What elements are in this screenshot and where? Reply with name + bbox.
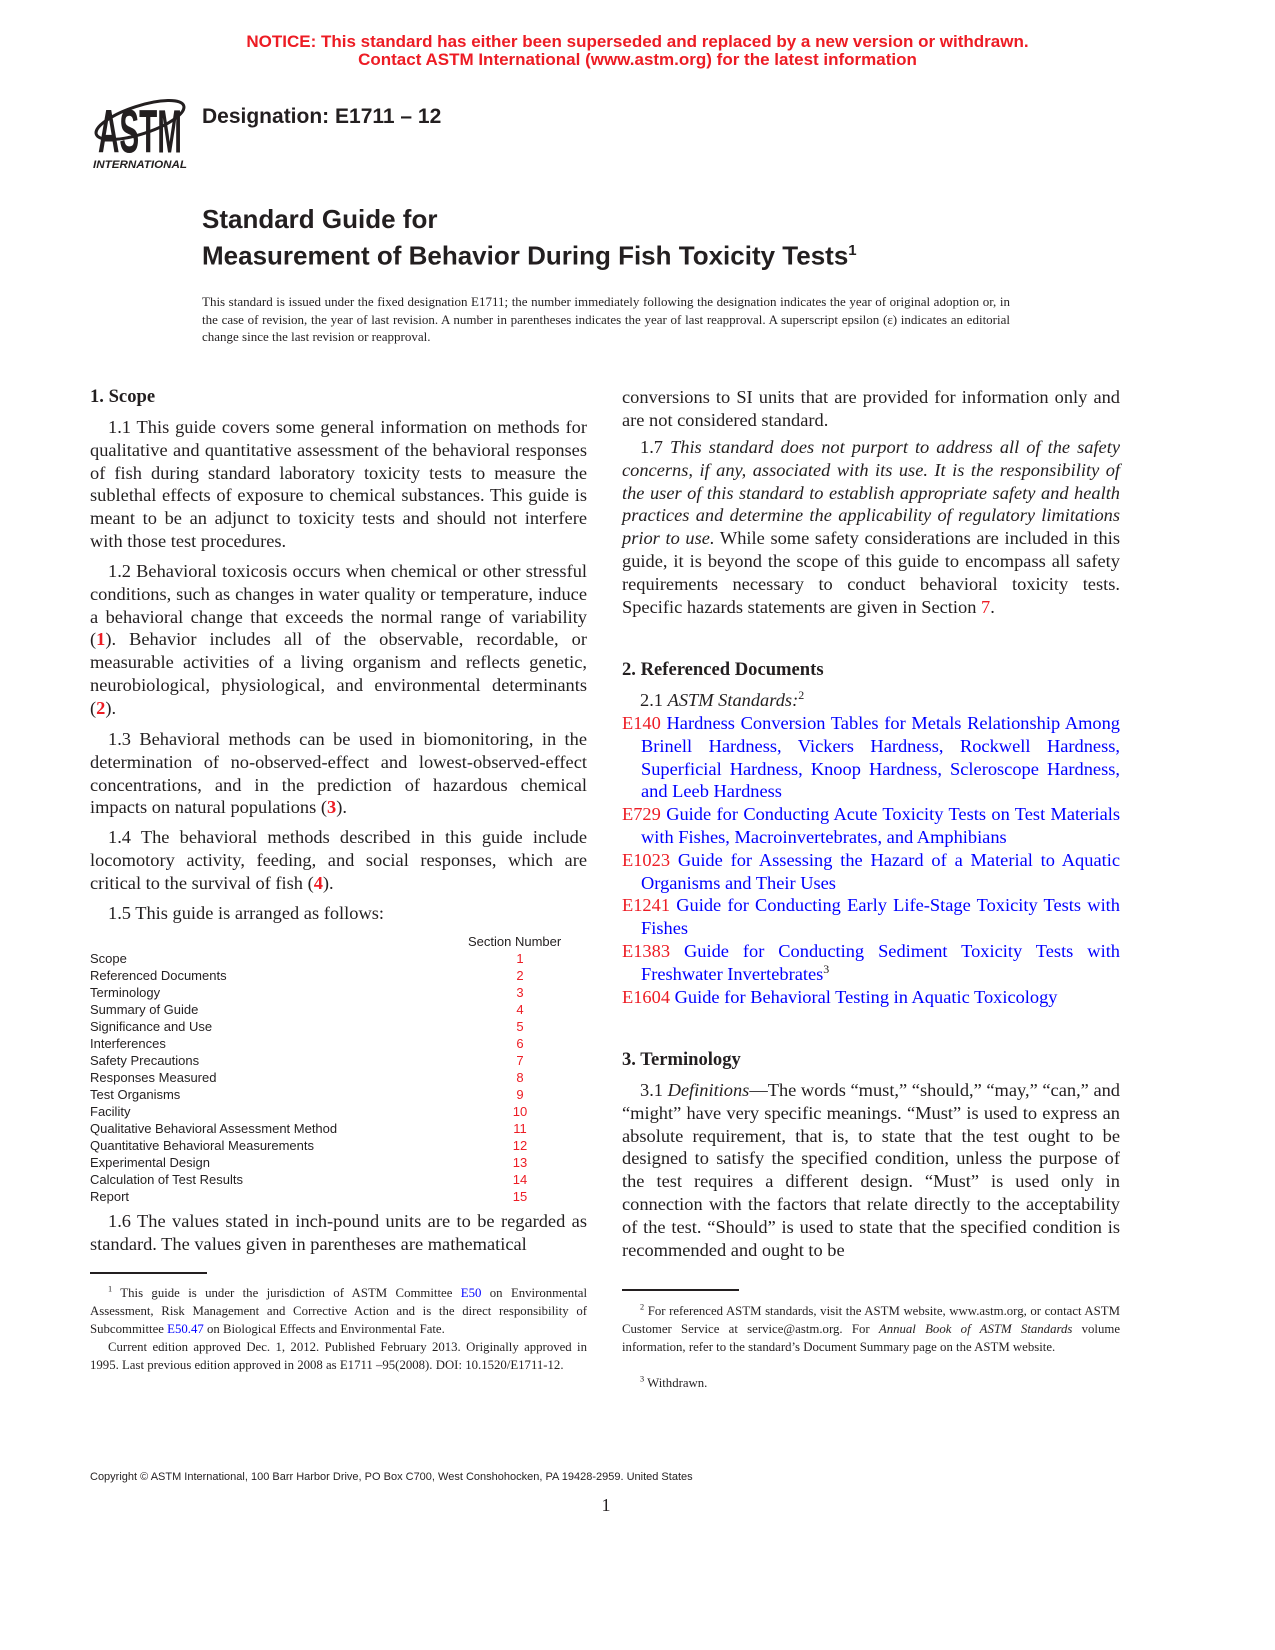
title-line-1: Standard Guide for <box>202 204 438 234</box>
section-table-row <box>90 1018 587 1035</box>
section-number-link[interactable]: 13 <box>512 1155 528 1170</box>
title-line-2: Measurement of Behavior During Fish Toxicity Tests <box>202 240 849 271</box>
standard-title-link[interactable]: Guide for Conducting Early Life-Stage Toxicity Tests with Fishes <box>641 895 1120 939</box>
italic-text: Annual Book of ASTM Standards <box>878 1322 1073 1336</box>
section-table-row <box>90 1001 587 1018</box>
section-name: Safety Precautions <box>90 1053 200 1068</box>
footnote-marker: 1 <box>108 1284 113 1294</box>
italic-text: ASTM Standards: <box>667 690 799 710</box>
footnote-marker: 2 <box>640 1302 645 1312</box>
section-table-row <box>90 1086 587 1103</box>
paragraph-1-6-continued: conversions to SI units that are provided for information only and are not considered standard. <box>622 387 1120 430</box>
section-number-link[interactable]: 4 <box>516 1002 524 1017</box>
astm-logo-icon <box>90 80 190 172</box>
section-table-row <box>90 1052 587 1069</box>
section-number-link[interactable]: 1 <box>516 951 524 966</box>
reference-link[interactable]: 2 <box>96 697 106 718</box>
footnote-2: $^2$ For referenced ASTM standards, visit the ASTM website, www.astm.org, or contact ASTM Customer Service at service@astm.org. For Annual Book of ASTM Standards volume information, refer to the standard’s Document Summary page on the ASTM website. <box>622 1302 1121 1354</box>
section-number-link[interactable]: 14 <box>512 1172 528 1187</box>
referenced-documents-list <box>622 712 1120 1008</box>
standard-code-link[interactable]: E1241 <box>622 895 671 916</box>
section-name: Referenced Documents <box>90 968 227 983</box>
section-number-link[interactable]: 11 <box>513 1121 527 1136</box>
section-link[interactable]: 7 <box>981 596 991 617</box>
paragraph-1-5: 1.5 This guide is arranged as follows: <box>108 903 384 923</box>
section-table-row <box>90 1120 587 1137</box>
section-2-heading: 2. Referenced Documents <box>622 659 824 680</box>
section-name: Quantitative Behavioral Measurements <box>90 1138 315 1153</box>
referenced-document <box>622 894 1120 940</box>
section-number-link[interactable]: 10 <box>512 1104 528 1119</box>
astm-logo <box>90 80 190 172</box>
footnote-divider-right <box>622 1289 739 1291</box>
section-name: Experimental Design <box>90 1155 210 1170</box>
paragraph-1-7: 1.7 This standard does not purport to address all of the safety concerns, if any, associated with its use. It is the responsibility of the user of this standard to establish appropriate safety and health practices and determine the applicability of regulatory limitations prior to use. While some safety considerations are included in this guide, it is beyond the scope of this guide to encompass all safety requirements necessary to conduct behavioral toxicity tests. Specific hazards statements are given in Section 7. <box>622 437 1120 617</box>
preamble: This standard is issued under the fixed designation E1711; the number immediately following the designation indicates the year of original adoption or, in the case of revision, the year of last revision. A number in parentheses indicates the year of last reapproval. A superscript epsilon (ε) indicates an editorial change since the last revision or reapproval. <box>202 294 1010 345</box>
section-name: Interferences <box>90 1036 166 1051</box>
paragraph-3-1: 3.1 Definitions—The words “must,” “should,” “may,” “can,” and “might” have very specific meanings. “Must” is used to express an absolute requirement, that is, to state that the test ought to be designed to satisfy the specified condition, unless the purpose of the test requires a different design. “Must” is used only in connection with the factors that relate directly to the acceptability of the test. “Should” is used to state that the specified condition is recommended and ought to be <box>622 1080 1120 1260</box>
section-name: Summary of Guide <box>90 1002 199 1017</box>
section-name: Terminology <box>90 985 161 1000</box>
title-footnote-ref[interactable]: 1 <box>848 242 857 259</box>
reference-link[interactable]: 1 <box>96 629 106 650</box>
section-table-row <box>90 1171 587 1188</box>
committee-link[interactable]: E50 <box>460 1286 482 1300</box>
referenced-document <box>622 986 1120 1009</box>
section-table-row <box>90 1069 587 1086</box>
paragraph-2-1: 2.1 ASTM Standards:$^2$ <box>640 687 805 710</box>
footnote-3: $^3$ Withdrawn. <box>640 1374 708 1390</box>
section-table-row <box>90 967 587 984</box>
section-number-link[interactable]: 7 <box>516 1053 524 1068</box>
section-number-link[interactable]: 3 <box>516 985 524 1000</box>
footnote-1: $^1$ This guide is under the jurisdiction of ASTM Committee E50 on Environmental Assessment, Risk Management and Corrective Action and is the direct responsibility of Subcommittee E50.47 on Biological Effects and Environmental Fate. <box>90 1284 587 1336</box>
section-name: Significance and Use <box>90 1019 213 1034</box>
standard-title-link[interactable]: Guide for Conducting Acute Toxicity Tests on Test Materials with Fishes, Macroinvertebrates, and Amphibians <box>641 804 1120 847</box>
standard-code-link[interactable]: E1023 <box>622 849 671 870</box>
footnote-divider <box>90 1272 207 1274</box>
footnote-marker: 2 <box>798 687 805 702</box>
section-table-row <box>90 950 587 967</box>
footnote-marker: 3 <box>640 1374 645 1384</box>
section-1-heading: 1. Scope <box>90 386 156 407</box>
section-number-link[interactable]: 15 <box>512 1189 528 1204</box>
paragraph-1-4: 1.4 The behavioral methods described in this guide include locomotory activity, feeding, and social responses, which are critical to the survival of fish (4). <box>90 827 587 893</box>
section-name: Scope <box>90 951 127 966</box>
standard-code-link[interactable]: E140 <box>622 713 661 733</box>
referenced-document <box>622 940 1120 986</box>
section-table-row <box>90 1103 587 1120</box>
copyright: Copyright © ASTM International, 100 Barr Harbor Drive, PO Box C700, West Conshohocken, PA 19428-2959. United States <box>90 1471 693 1483</box>
section-table-row <box>90 1035 587 1052</box>
italic-text: This standard does not purport to address all of the safety concerns, if any, associated with its use. It is the responsibility of the user of this standard to establish appropriate safety and health practices and determine the applicability of regulatory limitations prior to use. <box>622 437 1120 549</box>
section-number-link[interactable]: 12 <box>512 1138 528 1153</box>
footnote-1-edition: Current edition approved Dec. 1, 2012. Published February 2013. Originally approved in 1995. Last previous edition approved in 2008 as E1711 –95(2008). DOI: 10.1520/E1711-12. <box>90 1340 587 1372</box>
section-table-row <box>90 1154 587 1171</box>
paragraph-1-2: 1.2 Behavioral toxicosis occurs when chemical or other stressful conditions, such as changes in water quality or temperature, induce a behavioral change that exceeds the normal range of variability (1). Behavior includes all of the observable, recordable, or measurable activities of a living organism and reflects genetic, neurobiological, physiological, and environmental determinants (2). <box>90 561 587 718</box>
reference-link[interactable]: 4 <box>313 872 323 893</box>
section-table-header: Section Number <box>468 934 562 949</box>
document-title <box>202 204 857 272</box>
section-3-heading: 3. Terminology <box>622 1049 741 1070</box>
section-name: Facility <box>90 1104 131 1119</box>
section-table <box>90 933 587 1205</box>
section-table-row <box>90 1188 587 1205</box>
section-number-link[interactable]: 9 <box>516 1087 524 1102</box>
referenced-document <box>622 849 1120 895</box>
reference-link[interactable]: 3 <box>327 797 337 818</box>
referenced-document <box>622 803 1120 849</box>
referenced-document <box>622 712 1120 803</box>
section-name: Report <box>90 1189 130 1204</box>
standard-title-link[interactable]: Guide for Behavioral Testing in Aquatic Toxicology <box>674 986 1058 1007</box>
italic-text: Definitions <box>667 1080 750 1100</box>
standard-code-link[interactable]: E1383 <box>622 940 671 961</box>
paragraph-1-1: 1.1 This guide covers some general information on methods for qualitative and quantitative assessment of the behavioral responses of fish during standard laboratory toxicity tests to measure the sublethal effects of exposure to chemical substances. This guide is meant to be an adjunct to toxicity tests and should not interfere with those test procedures. <box>90 417 587 551</box>
section-table-row <box>90 984 587 1001</box>
standard-code-link[interactable]: E1604 <box>622 986 671 1007</box>
svg-text:ASTM: ASTM <box>98 98 182 167</box>
designation: Designation: E1711 – 12 <box>202 105 442 128</box>
section-number-link[interactable]: 5 <box>516 1019 524 1034</box>
section-name: Test Organisms <box>90 1087 181 1102</box>
section-number-link[interactable]: 6 <box>516 1036 524 1051</box>
paragraph-1-3: 1.3 Behavioral methods can be used in biomonitoring, in the determination of no-observed-effect and lowest-observed-effect concentrations, and in the prediction of hazardous chemical impacts on natural populations (3). <box>90 729 587 818</box>
section-number-link[interactable]: 8 <box>516 1070 524 1085</box>
standard-title-link[interactable]: Guide for Conducting Sediment Toxicity Tests with Freshwater Invertebrates <box>641 940 1120 984</box>
section-number-link[interactable]: 2 <box>516 968 524 983</box>
footnote-marker: 3 <box>823 961 830 976</box>
notice-line-2: Contact ASTM International (www.astm.org) for the latest information <box>358 50 917 69</box>
svg-text:INTERNATIONAL: INTERNATIONAL <box>93 159 188 171</box>
section-name: Qualitative Behavioral Assessment Method <box>90 1121 338 1136</box>
committee-link[interactable]: E50.47 <box>167 1322 204 1336</box>
standard-code-link[interactable]: E729 <box>622 804 661 825</box>
section-name: Responses Measured <box>90 1070 217 1085</box>
standard-title-link[interactable]: Hardness Conversion Tables for Metals Relationship Among Brinell Hardness, Vickers Hardness, Rockwell Hardness, Superficial Hardness, Knoop Hardness, Scleroscope Hardness, and Leeb Hardness <box>641 713 1120 802</box>
section-table-row <box>90 1137 587 1154</box>
section-name: Calculation of Test Results <box>90 1172 243 1187</box>
standard-title-link[interactable]: Guide for Assessing the Hazard of a Material to Aquatic Organisms and Their Uses <box>641 849 1120 893</box>
notice-line-1: NOTICE: This standard has either been superseded and replaced by a new version or withdrawn. <box>246 32 1029 51</box>
paragraph-1-6: 1.6 The values stated in inch-pound units are to be regarded as standard. The values given in parentheses are mathematical <box>90 1211 587 1254</box>
page-number: 1 <box>601 1495 611 1515</box>
